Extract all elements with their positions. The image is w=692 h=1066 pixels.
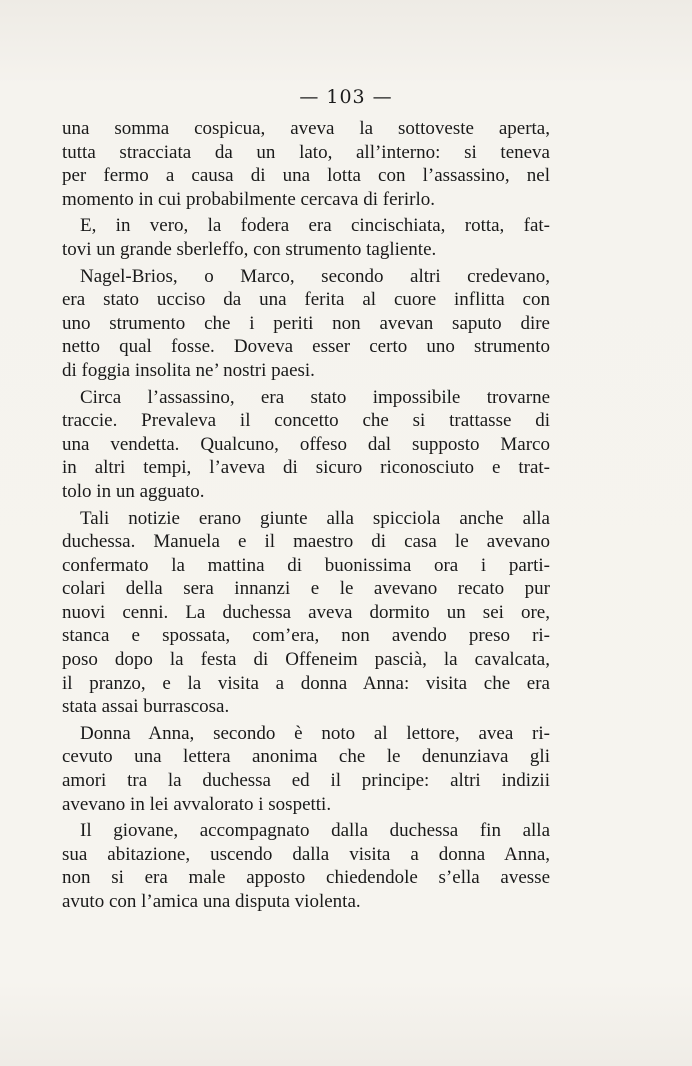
text-line: avevano in lei avvalorato i sospetti. xyxy=(62,793,332,815)
paragraph xyxy=(62,722,550,816)
text-line: una vendetta. Qualcuno, offeso dal supposto Marco xyxy=(62,433,550,455)
text-line: per fermo a causa di una lotta con l’assassino, nel xyxy=(62,165,550,187)
paragraph xyxy=(62,819,550,913)
text-line: nuovi cenni. La duchessa aveva dormito un sei ore, xyxy=(62,601,550,623)
text-line: colari della sera innanzi e le avevano recato pur xyxy=(62,578,550,600)
text-line: netto qual fosse. Doveva esser certo uno strumento xyxy=(62,336,550,358)
text-line: amori tra la duchessa ed il principe: altri indizii xyxy=(62,770,550,792)
text-line: traccie. Prevaleva il concetto che si trattasse di xyxy=(62,410,550,432)
text-line: duchessa. Manuela e il maestro di casa le avevano xyxy=(62,531,550,553)
text-line: Nagel-Brios, o Marco, secondo altri credevano, xyxy=(80,265,550,287)
text-line: tutta stracciata da un lato, all’interno: si teneva xyxy=(62,141,550,163)
text-line: cevuto una lettera anonima che le denunziava gli xyxy=(62,746,550,768)
text-line: avuto con l’amica una disputa violenta. xyxy=(62,891,361,912)
text-line: il pranzo, e la visita a donna Anna: visita che era xyxy=(62,672,550,694)
text-line: non si era male apposto chiedendole s’ella avesse xyxy=(62,867,550,889)
text-line: una somma cospicua, aveva la sottoveste aperta, xyxy=(62,118,550,139)
text-line: Il giovane, accompagnato dalla duchessa fin alla xyxy=(80,820,550,842)
text-line: Donna Anna, secondo è noto al lettore, avea ri- xyxy=(80,722,550,744)
paragraph xyxy=(62,214,550,261)
text-line: di foggia insolita ne’ nostri paesi. xyxy=(62,359,315,381)
text-line: tolo in un agguato. xyxy=(62,480,205,502)
text-line: sua abitazione, uscendo dalla visita a donna Anna, xyxy=(62,843,550,865)
text-line: era stato ucciso da una ferita al cuore inflitta con xyxy=(62,289,550,311)
text-line: in altri tempi, l’aveva di sicuro riconosciuto e trat- xyxy=(62,457,550,479)
text-line: Circa l’assassino, era stato impossibile trovarne xyxy=(80,386,550,408)
text-line: momento in cui probabilmente cercava di ferirlo. xyxy=(62,188,435,210)
paragraph xyxy=(62,117,550,211)
page-number: — 103 — xyxy=(299,86,393,108)
text-line: stata assai burrascosa. xyxy=(62,696,230,718)
text-line: poso dopo la festa di Offeneim pascià, la cavalcata, xyxy=(62,649,550,671)
text-line: uno strumento che i periti non avevan saputo dire xyxy=(62,312,550,334)
text-line: tovi un grande sberleffo, con strumento tagliente. xyxy=(62,238,437,260)
paragraph xyxy=(62,507,550,719)
text-line: stanca e spossata, com’era, non avendo preso ri- xyxy=(62,625,550,647)
text-line: E, in vero, la fodera era cincischiata, rotta, fat- xyxy=(80,215,550,237)
text-line: confermato la mattina di buonissima ora i parti- xyxy=(62,554,550,576)
paragraph xyxy=(62,386,550,504)
text-line: Tali notizie erano giunte alla spicciola anche alla xyxy=(80,507,550,529)
body-text xyxy=(62,117,550,917)
paragraph xyxy=(62,265,550,383)
